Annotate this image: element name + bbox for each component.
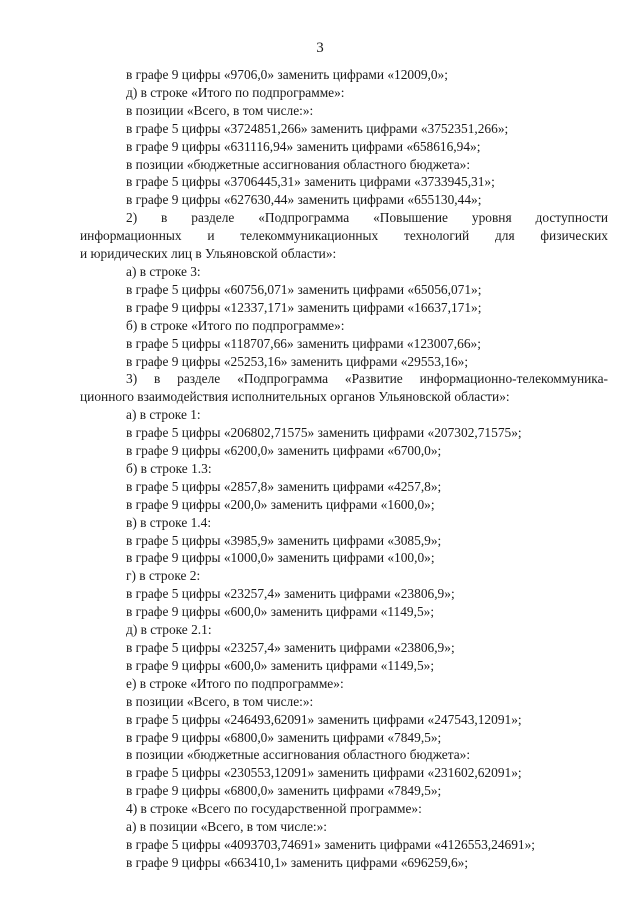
- text-line: в графе 9 цифры «6800,0» заменить цифрами «7849,5»;: [126, 783, 442, 799]
- text-line: и юридических лиц в Ульяновской области»:: [80, 246, 337, 262]
- text-line: а) в строке 1:: [126, 407, 201, 423]
- text-line: в графе 9 цифры «6200,0» заменить цифрами «6700,0»;: [126, 443, 442, 459]
- text-line: в графе 9 цифры «631116,94» заменить цифрами «658616,94»;: [126, 138, 481, 154]
- text-line: г) в строке 2:: [126, 568, 201, 584]
- text-line: в графе 9 цифры «1000,0» заменить цифрами «100,0»;: [126, 550, 435, 566]
- text-line: в графе 5 цифры «246493,62091» заменить цифрами «247543,12091»;: [126, 711, 522, 727]
- text-line: в графе 5 цифры «118707,66» заменить цифрами «123007,66»;: [126, 335, 481, 351]
- text-line: в графе 9 цифры «12337,171» заменить цифрами «16637,171»;: [126, 299, 482, 315]
- text-line: в графе 5 цифры «3706445,31» заменить цифрами «3733945,31»;: [126, 174, 495, 190]
- text-line: в) в строке 1.4:: [126, 514, 212, 530]
- text-line: д) в строке «Итого по подпрограмме»:: [126, 84, 345, 100]
- document-body: [80, 66, 608, 872]
- text-line: в графе 5 цифры «60756,071» заменить цифрами «65056,071»;: [126, 281, 482, 297]
- text-line: в графе 5 цифры «23257,4» заменить цифрами «23806,9»;: [126, 586, 455, 602]
- text-line: е) в строке «Итого по подпрограмме»:: [126, 675, 344, 691]
- text-line: в графе 5 цифры «23257,4» заменить цифрами «23806,9»;: [126, 640, 455, 655]
- text-line: в графе 9 цифры «200,0» заменить цифрами «1600,0»;: [126, 496, 435, 512]
- text-line: в графе 5 цифры «206802,71575» заменить цифрами «207302,71575»;: [126, 425, 522, 441]
- text-line: в графе 9 цифры «663410,1» заменить цифрами «696259,6»;: [126, 854, 469, 870]
- text-line: ционного взаимодействия исполнительных органов Ульяновской области»:: [80, 389, 510, 405]
- text-line: в графе 5 цифры «230553,12091» заменить цифрами «231602,62091»;: [126, 765, 522, 781]
- text-line: в графе 5 цифры «3724851,266» заменить цифрами «3752351,266»;: [126, 120, 509, 136]
- text-line: в графе 9 цифры «600,0» заменить цифрами «1149,5»;: [126, 604, 435, 620]
- text-line: в позиции «бюджетные ассигнования областного бюджета»:: [126, 747, 471, 763]
- text-line: 2) в разделе «Подпрограмма «Повышение уровня доступности: [126, 210, 608, 226]
- text-line: в позиции «бюджетные ассигнования областного бюджета»:: [126, 156, 471, 172]
- text-line: а) в строке 3:: [126, 263, 201, 279]
- text-line: в позиции «Всего, в том числе:»:: [126, 693, 314, 709]
- text-line: б) в строке «Итого по подпрограмме»:: [126, 317, 345, 333]
- text-line: а) в позиции «Всего, в том числе:»:: [126, 819, 328, 835]
- text-line: информационных и телекоммуникационных технологий для физических: [80, 228, 608, 244]
- text-line: в графе 9 цифры «9706,0» заменить цифрами «12009,0»;: [126, 67, 448, 82]
- text-line: в графе 9 цифры «600,0» заменить цифрами «1149,5»;: [126, 657, 435, 673]
- text-line: в графе 5 цифры «4093703,74691» заменить цифрами «4126553,24691»;: [126, 836, 536, 852]
- text-line: в графе 5 цифры «2857,8» заменить цифрами «4257,8»;: [126, 478, 442, 494]
- text-line: в графе 9 цифры «6800,0» заменить цифрами «7849,5»;: [126, 729, 442, 745]
- text-line: в графе 5 цифры «3985,9» заменить цифрами «3085,9»;: [126, 532, 442, 548]
- text-line: д) в строке 2.1:: [126, 622, 212, 638]
- text-line: в графе 9 цифры «25253,16» заменить цифрами «29553,16»;: [126, 353, 469, 369]
- text-line: в позиции «Всего, в том числе:»:: [126, 102, 314, 118]
- text-line: 3) в разделе «Подпрограмма «Развитие информационно-телекоммуника-: [126, 371, 608, 387]
- text-line: б) в строке 1.3:: [126, 460, 212, 476]
- text-line: 4) в строке «Всего по государственной программе»:: [126, 801, 422, 817]
- page-number: 3: [316, 40, 324, 56]
- text-line: в графе 9 цифры «627630,44» заменить цифрами «655130,44»;: [126, 192, 482, 208]
